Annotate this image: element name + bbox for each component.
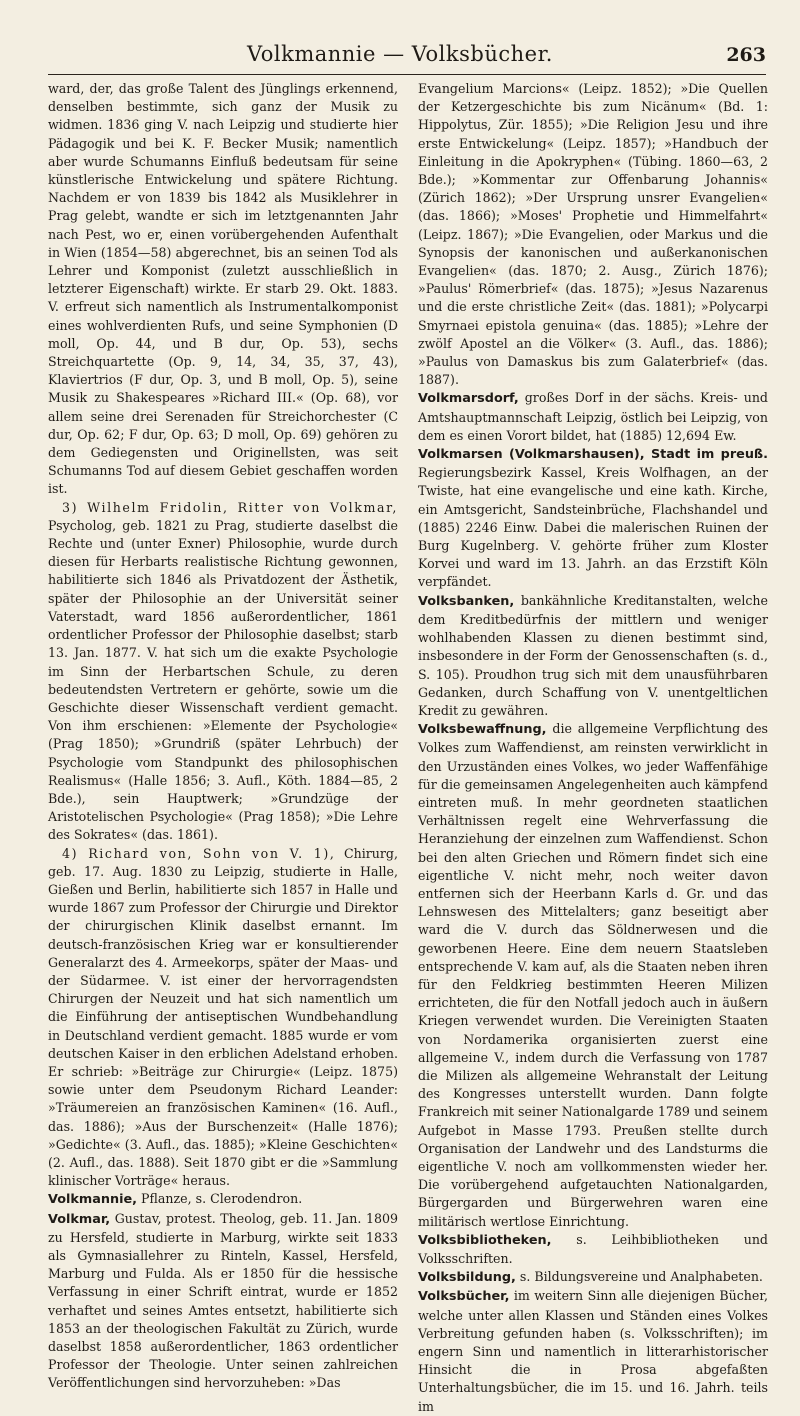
header-rule	[48, 74, 766, 75]
header-title: Volkmannie — Volksbücher.	[247, 42, 553, 66]
entry-paragraph: ward, der, das große Talent des Jünglings erkennend, denselben bestimmte, sich ganz der Musik zu widmen. 1836 ging V. nach Leipzig und studierte hier Pädagogik und bei K. F. Becker Musik; namentlich aber wurde Schumanns Einfluß bedeutsam für seine künstlerische Entwickelung und spätere Richtung. Nachdem er von 1839 bis 1842 als Musiklehrer in Prag gelebt, wandte er sich im letztgenannten Jahr nach Pest, wo er, einen vorübergehenden Aufenthalt in Wien (1854—58) abgerechnet, bis an seinen Tod als Lehrer und Komponist (zuletzt ausschließlich in letzterer Eigenschaft) wirkte. Er starb 29. Okt. 1883. V. erfreut sich namentlich als Instrumentalkomponist eines wohlverdienten Rufs, und seine Symphonien (D moll, Op. 44, und B dur, Op. 53), sechs Streichquartette (Op. 9, 14, 34, 35, 37, 43), Klaviertrios (F dur, Op. 3, und B moll, Op. 5), seine Musik zu Shakespeares »Richard III.« (Op. 68), vor allem seine drei Serenaden für Streichorchester (C dur, Op. 62; F dur, Op. 63; D moll, Op. 69) gehören zu dem Gediegensten und Originellsten, was seit Schumanns Tod auf diesem Gebiet geschaffen worden ist.	[48, 81, 398, 497]
entry-paragraph: 3) Wilhelm Fridolin, Ritter von Volkmar, Psycholog, geb. 1821 zu Prag, studierte daselbst die Rechte und (unter Exner) Philosophie, wurde durch diesen für Herbarts realistische Richtung gewonnen, habilitierte sich 1846 als Privatdozent der Ästhetik, später der Philosophie an der Universität seiner Vaterstadt, ward 1856 außerordentlicher, 1861 ordentlicher Professor der Philosophie daselbst; starb 13. Jan. 1877. V. hat sich um die exakte Psychologie im Sinn der Herbartschen Schule, zu deren bedeutendsten Vertretern er gehörte, sowie um die Geschichte dieser Wissenschaft verdient gemacht. Von ihm erschienen: »Elemente der Psychologie« (Prag 1850); »Grundriß (später Lehrbuch) der Psychologie vom Standpunkt des philosophischen Realismus« (Halle 1856; 3. Aufl., Köth. 1884—85, 2 Bde.), sein Hauptwerk; »Grundzüge der Aristotelischen Psychologie« (Prag 1858); »Die Lehre des Sokrates« (das. 1861).	[48, 499, 398, 843]
headword: Volksbewaffnung,	[418, 722, 547, 738]
headword: Volksbücher,	[418, 1289, 510, 1305]
left-column	[48, 80, 398, 1391]
headword: Volksbanken,	[418, 593, 515, 609]
headword: Volksbildung,	[418, 1270, 516, 1286]
running-header	[0, 42, 800, 72]
entry-lead: 3) Wilhelm Fridolin, Ritter von Volkmar,	[62, 499, 398, 515]
entry-lead: 4) Richard von, Sohn von V. 1),	[62, 845, 336, 861]
headword: Volkmar,	[48, 1211, 111, 1227]
page-number: 263	[726, 44, 766, 66]
entry-paragraph: Volkmannie, Pflanze, s. Clerodendron.	[48, 1191, 303, 1208]
headword: Volksbibliotheken,	[418, 1232, 552, 1248]
entry-paragraph: Volksbewaffnung, die allgemeine Verpflichtung des Volkes zum Waffendienst, am reinsten verwirklicht in den Urzuständen eines Volkes, wo jeder Waffenfähige für die gemeinsamen Angelegenheiten auch kämpfend eintreten muß. In mehr geordneten staatlichen Verhältnissen regelt eine Wehrverfassung die Heranziehung der einzelnen zum Waffendienst. Schon bei den alten Griechen und Römern findet sich eine eigentliche V. nicht mehr, noch weiter davon entfernen sich der Heerbann Karls d. Gr. und das Lehnswesen des Mittelalters; ganz beseitigt aber ward die V. durch das Söldnerwesen und die geworbenen Heere. Eine dem neuern Staatsleben entsprechende V. kam auf, als die Staaten neben ihren für den Feldkrieg bestimmten Heeren Milizen errichteten, die für den Notfall jedoch auch in äußern Kriegen verwendet wurden. Die Vereinigten Staaten von Nordamerika organisierten zuerst eine allgemeine V., indem durch die Verfassung von 1787 die Milizen als allgemeine Wehranstalt der Leitung des Kongresses unterstellt wurden. Dann folgte Frankreich mit seiner Nationalgarde 1789 und seinem Aufgebot in Masse 1793. Preußen stellte durch Organisation der Landwehr und des Landsturms die eigentliche V. noch am vollkommensten wieder her. Die vorübergehend aufgetauchten Nationalgarden, Bürgergarden und Bürgerwehren waren eine militärisch wertlose Einrichtung.	[418, 721, 768, 1229]
headword-extension: (Volkmarshausen), Stadt im preuß.	[502, 447, 768, 463]
entry-paragraph: Volksbibliotheken, s. Leihbibliotheken und Volksschriften.	[418, 1231, 768, 1266]
entry-paragraph: 4) Richard von, Sohn von V. 1), Chirurg, geb. 17. Aug. 1830 zu Leipzig, studierte in Halle, Gießen und Berlin, habilitierte sich 1857 in Halle und wurde 1867 zum Professor der Chirurgie und Direktor der chirurgischen Klinik daselbst ernannt. Im deutsch-französischen Krieg war er konsultierender Generalarzt des 4. Armeekorps, später der Maas- und der Südarmee. V. ist einer der hervorragendsten Chirurgen der Neuzeit und hat sich namentlich um die Einführung der antiseptischen Wundbehandlung in Deutschland verdient gemacht. 1885 wurde er vom deutschen Kaiser in den erblichen Adelstand erhoben. Er schrieb: »Beiträge zur Chirurgie« (Leipz. 1875) sowie unter dem Pseudonym Richard Leander: »Träumereien an französischen Kaminen« (16. Aufl., das. 1886); »Aus der Burschenzeit« (Halle 1876); »Gedichte« (3. Aufl., das. 1885); »Kleine Geschichten« (2. Aufl., das. 1888). Seit 1870 gibt er die »Sammlung klinischer Vorträge« heraus.	[48, 845, 398, 1189]
entry-paragraph: Volksbildung, s. Bildungsvereine und Analphabeten.	[418, 1269, 763, 1286]
right-column	[418, 80, 768, 1414]
headword: Volkmarsen	[418, 447, 503, 463]
entry-paragraph: Volkmarsdorf, großes Dorf in der sächs. Kreis- und Amtshauptmannschaft Leipzig, östlich bei Leipzig, von dem es einen Vorort bildet, hat (1885) 12,694 Ew.	[418, 390, 768, 443]
entry-paragraph: Volkmar, Gustav, protest. Theolog, geb. 11. Jan. 1809 zu Hersfeld, studierte in Marburg, wirkte seit 1833 als Gymnasiallehrer zu Rinteln, Kassel, Hersfeld, Marburg und Fulda. Als er 1850 für die hessische Verfassung in einer Schrift eintrat, wurde er 1852 verhaftet und seines Amtes entsetzt, habilitierte sich 1853 an der theologischen Fakultät zu Zürich, wurde daselbst 1858 außerordentlicher, 1863 ordentlicher Professor der Theologie. Unter seinen zahlreichen Veröffentlichungen sind hervorzuheben: »Das	[48, 1210, 398, 1391]
headword: Volkmannie,	[48, 1192, 138, 1208]
entry-paragraph: Volksbücher, im weitern Sinn alle diejenigen Bücher, welche unter allen Klassen und Ständen eines Volkes Verbreitung gefunden haben (s. Volksschriften); im engern Sinn und namentlich in litterarhistorischer Hinsicht die in Prosa abgefaßten Unterhaltungsbücher, die im 15. und 16. Jahrh. teils im	[418, 1288, 768, 1414]
entry-paragraph: Volkmarsen (Volkmarshausen), Stadt im preuß. Regierungsbezirk Kassel, Kreis Wolfhagen, an der Twiste, hat eine evangelische und eine kath. Kirche, ein Amtsgericht, Sandsteinbrüche, Flachshandel und (1885) 2246 Einw. Dabei die malerischen Ruinen der Burg Kugelnberg. V. gehörte früher zum Kloster Korvei und ward im 13. Jahrh. an das Erzstift Köln verpfändet.	[418, 447, 768, 590]
entry-paragraph: Evangelium Marcions« (Leipz. 1852); »Die Quellen der Ketzergeschichte bis zum Nicänum« (Bd. 1: Hippolytus, Zür. 1855); »Die Religion Jesu und ihre erste Entwickelung« (Leipz. 1857); »Handbuch der Einleitung in die Apokryphen« (Tübing. 1860—63, 2 Bde.); »Kommentar zur Offenbarung Johannis« (Zürich 1862); »Der Ursprung unsrer Evangelien« (das. 1866); »Moses' Prophetie und Himmelfahrt« (Leipz. 1867); »Die Evangelien, oder Markus und die Synopsis der kanonischen und außerkanonischen Evangelien« (das. 1870; 2. Ausg., Zürich 1876); »Paulus' Römerbrief« (das. 1875); »Jesus Nazarenus und die erste christliche Zeit« (das. 1881); »Polycarpi Smyrnaei epistola genuina« (das. 1885); »Lehre der zwölf Apostel an die Völker« (3. Aufl., das. 1886); »Paulus von Damaskus bis zum Galaterbrief« (das. 1887).	[418, 81, 768, 388]
entry-paragraph: Volksbanken, bankähnliche Kreditanstalten, welche dem Kreditbedürfnis der mittlern und weniger wohlhabenden Klassen zu dienen bestimmt sind, insbesondere in der Form der Genossenschaften (s. d., S. 105). Proudhon trug sich mit dem unausführbaren Gedanken, durch Schaffung von V. unentgeltlichen Kredit zu gewähren.	[418, 592, 768, 718]
headword: Volkmarsdorf,	[418, 391, 519, 407]
